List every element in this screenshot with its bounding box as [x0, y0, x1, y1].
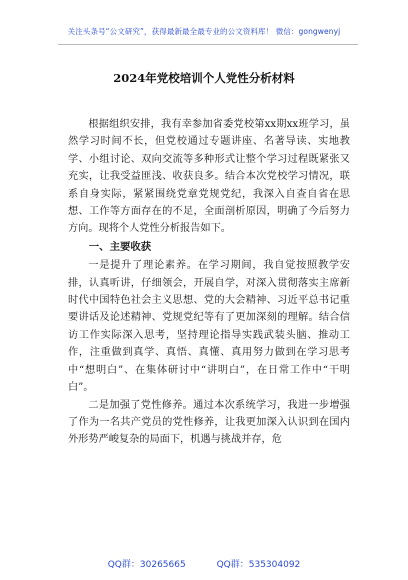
section-heading: 一、主要收获 [88, 240, 152, 253]
paragraph-party-spirit: 二是加强了党性修养。通过本次系统学习，我进一步增强了作为一名共产党员的党性修养，让我更加深入认识到在国内外形势严峻复杂的局面下，机遇与挑战并存，危 [68, 399, 350, 446]
document-body [68, 116, 350, 449]
header-divider [58, 44, 358, 45]
footer-qq-group-1: QQ群：30265665 [107, 560, 186, 570]
document-title: 2024年党校培训个人党性分析材料 [113, 71, 295, 85]
header-note: 关注头条号“公文研究”，获得最新最全最专业的公文资料库！ 微信：gongwenyj [67, 27, 341, 36]
footer-qq-group-2: QQ群：535304092 [216, 560, 301, 570]
intro-paragraph: 根据组织安排，我有幸参加省委党校第xx期xx班学习，虽然学习时间不长，但党校通过专题讲座、名著导读、实地教学、小组讨论、双向交流等多种形式让整个学习过程既紧张又充实，让我受益匪浅、收获良多。结合本次党校学习情况，联系自身实际，紧紧围绕党章党规党纪，我深入自查自省在思想、工作等方面存在的不足，全面剖析原因，明确了今后努力方向。现将个人党性分析报告如下。 [68, 119, 350, 235]
paragraph-theory: 一是提升了理论素养。在学习期间，我自觉按照教学安排，认真听讲，仔细领会，开展自学，对深入贯彻落实主席新时代中国特色社会主义思想、党的大会精神、习近平总书记重要讲话及论述精神、党规党纪等有了更加深刻的理解。结合信访工作实际深入思考，坚持理论指导实践武装头脑、推动工作，注重做到真学、真悟、真懂、真用努力做到在学习思考中“想明白”、在集体研讨中“讲明白”，在日常工作中“干明白”。 [68, 260, 350, 394]
footer-contact [0, 557, 408, 570]
